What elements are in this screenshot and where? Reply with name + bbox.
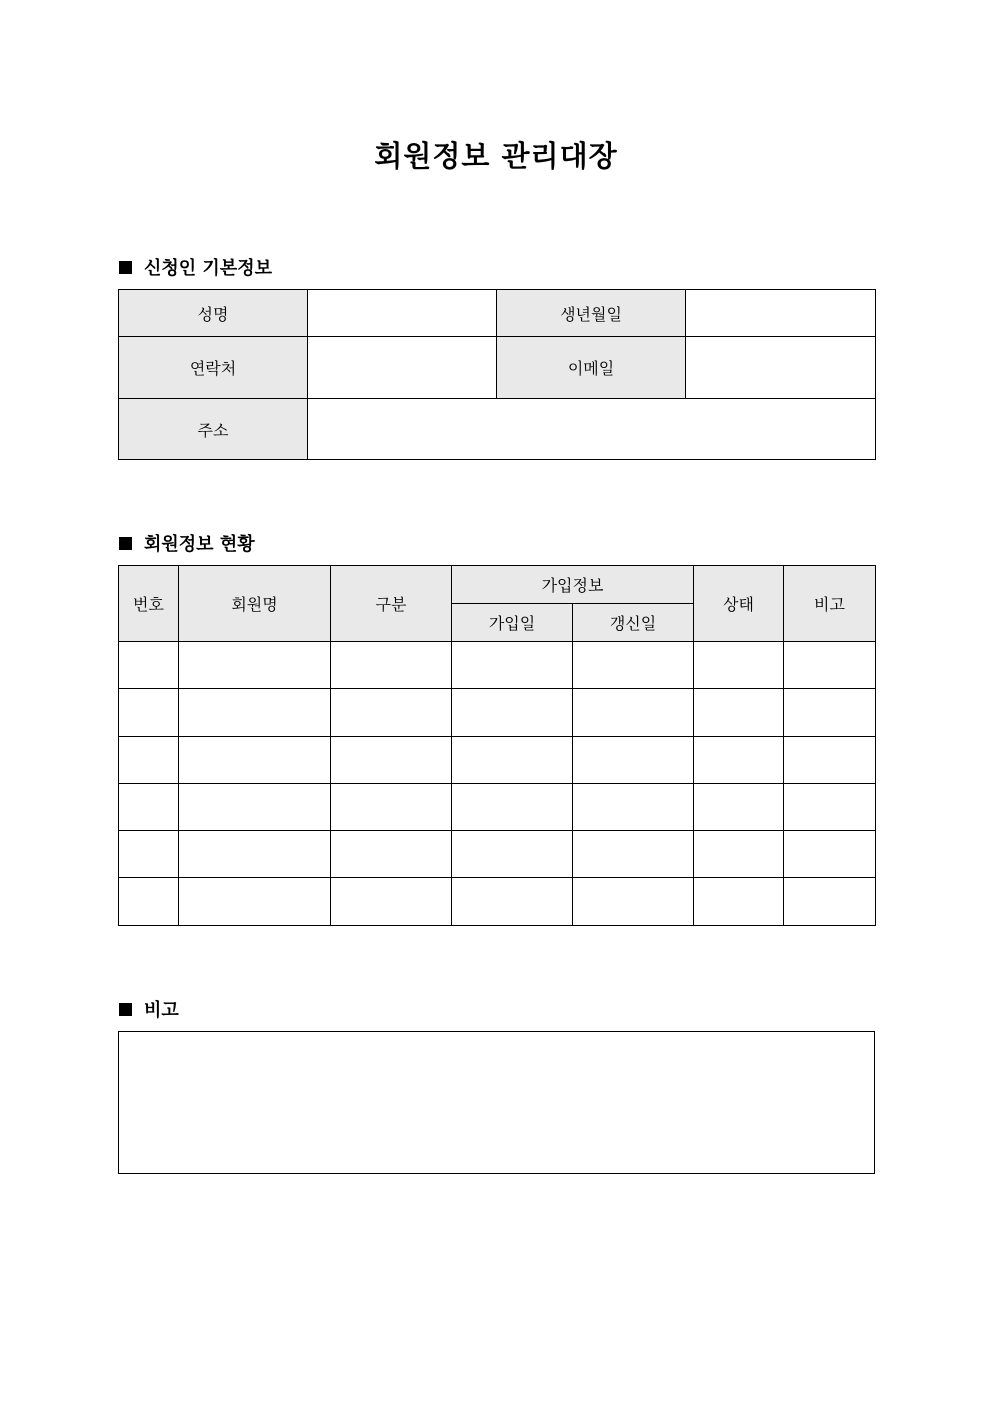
- header-category: 구분: [331, 566, 452, 642]
- join-date-cell[interactable]: [452, 784, 573, 831]
- number-cell[interactable]: [119, 878, 179, 926]
- member-status-table: [118, 565, 876, 926]
- member-name-cell[interactable]: [179, 784, 331, 831]
- status-cell[interactable]: [694, 831, 784, 878]
- status-cell[interactable]: [694, 784, 784, 831]
- table-row: [119, 642, 876, 689]
- member-name-cell[interactable]: [179, 878, 331, 926]
- birthdate-label: 생년월일: [497, 290, 686, 337]
- join-date-cell[interactable]: [452, 831, 573, 878]
- category-cell[interactable]: [331, 831, 452, 878]
- status-cell[interactable]: [694, 737, 784, 784]
- applicant-info-table: [118, 289, 876, 460]
- header-renewal-date: 갱신일: [573, 604, 694, 642]
- contact-field[interactable]: [308, 337, 497, 399]
- number-cell[interactable]: [119, 689, 179, 737]
- document-title: 회원정보 관리대장: [374, 139, 618, 173]
- category-cell[interactable]: [331, 878, 452, 926]
- remarks-box[interactable]: [118, 1031, 875, 1174]
- name-label: 성명: [119, 290, 308, 337]
- note-cell[interactable]: [784, 737, 876, 784]
- address-field[interactable]: [308, 399, 876, 460]
- header-join-info: 가입정보: [452, 566, 694, 604]
- member-name-cell[interactable]: [179, 831, 331, 878]
- table-row: [119, 878, 876, 926]
- member-name-cell[interactable]: [179, 737, 331, 784]
- table-row: [119, 689, 876, 737]
- renewal-date-cell[interactable]: [573, 642, 694, 689]
- category-cell[interactable]: [331, 642, 452, 689]
- member-section-heading: [119, 530, 255, 556]
- remarks-section-label: 비고: [144, 1000, 179, 1021]
- number-cell[interactable]: [119, 784, 179, 831]
- square-bullet-icon: [119, 537, 132, 550]
- note-cell[interactable]: [784, 642, 876, 689]
- header-number: 번호: [119, 566, 179, 642]
- header-member-name: 회원명: [179, 566, 331, 642]
- renewal-date-cell[interactable]: [573, 784, 694, 831]
- square-bullet-icon: [119, 1003, 132, 1016]
- member-rows: [119, 642, 876, 926]
- number-cell[interactable]: [119, 831, 179, 878]
- header-note: 비고: [784, 566, 876, 642]
- join-date-cell[interactable]: [452, 642, 573, 689]
- category-cell[interactable]: [331, 689, 452, 737]
- renewal-date-cell[interactable]: [573, 737, 694, 784]
- note-cell[interactable]: [784, 784, 876, 831]
- category-cell[interactable]: [331, 784, 452, 831]
- member-name-cell[interactable]: [179, 642, 331, 689]
- number-cell[interactable]: [119, 737, 179, 784]
- join-date-cell[interactable]: [452, 689, 573, 737]
- member-section-label: 회원정보 현황: [144, 534, 255, 555]
- applicant-section-heading: [119, 254, 272, 280]
- name-field[interactable]: [308, 290, 497, 337]
- remarks-section-heading: [119, 996, 179, 1022]
- contact-label: 연락처: [119, 337, 308, 399]
- email-label: 이메일: [497, 337, 686, 399]
- table-row: [119, 737, 876, 784]
- status-cell[interactable]: [694, 878, 784, 926]
- renewal-date-cell[interactable]: [573, 689, 694, 737]
- square-bullet-icon: [119, 261, 132, 274]
- renewal-date-cell[interactable]: [573, 878, 694, 926]
- status-cell[interactable]: [694, 689, 784, 737]
- address-label: 주소: [119, 399, 308, 460]
- table-row: [119, 831, 876, 878]
- table-row: [119, 784, 876, 831]
- applicant-section-label: 신청인 기본정보: [144, 258, 272, 279]
- join-date-cell[interactable]: [452, 878, 573, 926]
- note-cell[interactable]: [784, 831, 876, 878]
- number-cell[interactable]: [119, 642, 179, 689]
- note-cell[interactable]: [784, 689, 876, 737]
- join-date-cell[interactable]: [452, 737, 573, 784]
- email-field[interactable]: [686, 337, 876, 399]
- header-status: 상태: [694, 566, 784, 642]
- member-name-cell[interactable]: [179, 689, 331, 737]
- status-cell[interactable]: [694, 642, 784, 689]
- birthdate-field[interactable]: [686, 290, 876, 337]
- note-cell[interactable]: [784, 878, 876, 926]
- renewal-date-cell[interactable]: [573, 831, 694, 878]
- header-join-date: 가입일: [452, 604, 573, 642]
- category-cell[interactable]: [331, 737, 452, 784]
